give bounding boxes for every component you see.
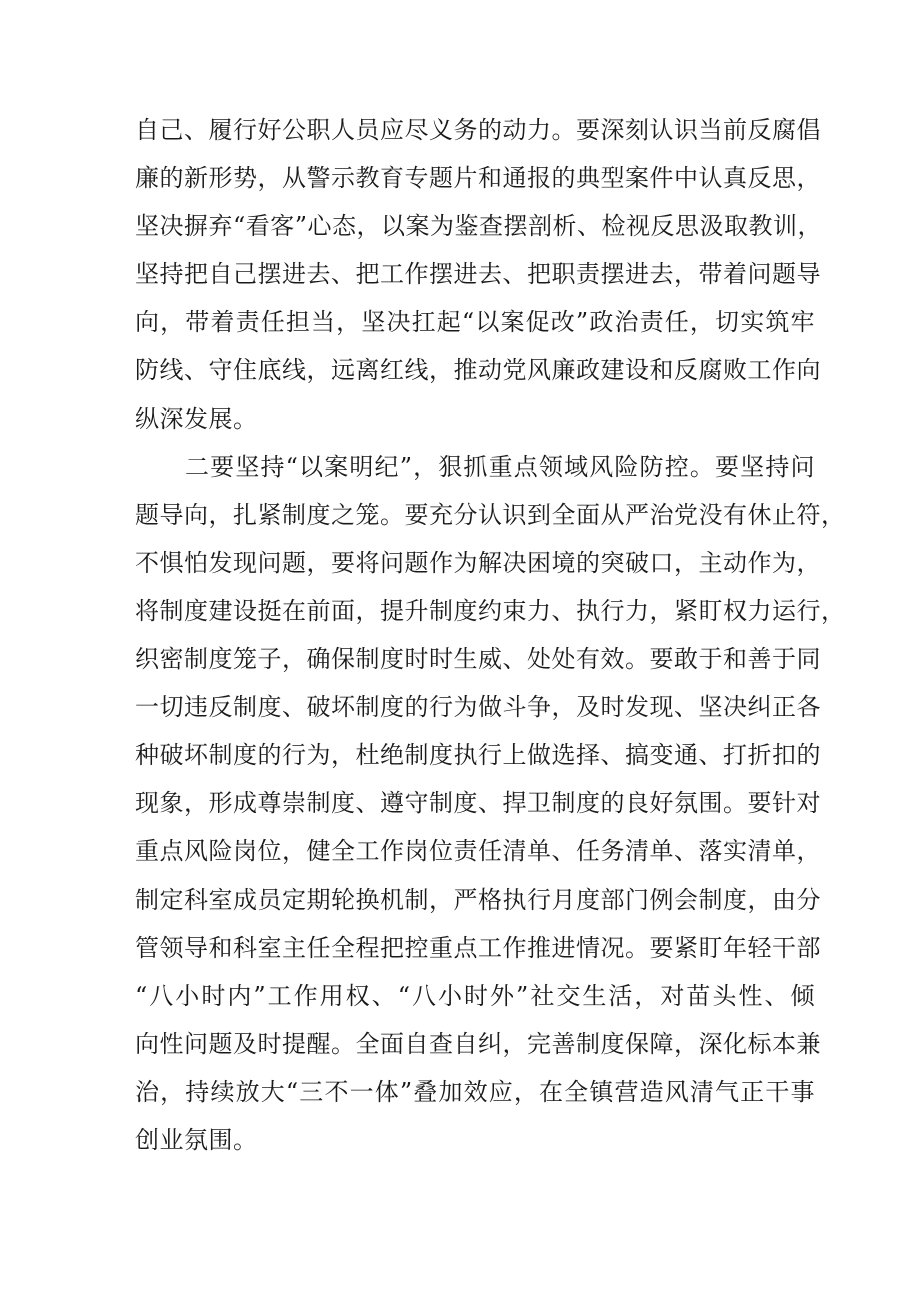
text-line: 纵深发展。	[135, 404, 258, 433]
text-line: 坚决摒弃“看客”心态，以案为鉴查摆剖析、检视反思汲取教训，	[135, 212, 823, 241]
text-line: 种破坏制度的行为，杜绝制度执行上做选择、搞变通、打折扣的	[135, 741, 821, 770]
text-line: 现象，形成尊崇制度、遵守制度、捍卫制度的良好氛围。要针对	[135, 789, 821, 818]
text-line: 向，带着责任担当，坚决扛起“以案促改”政治责任，切实筑牢	[135, 308, 815, 337]
document-body	[135, 106, 846, 1164]
text-line: 将制度建设挺在前面，提升制度约束力、执行力，紧盯权力运行，	[135, 596, 846, 625]
text-line: 管领导和科室主任全程把控重点工作推进情况。要紧盯年轻干部	[135, 933, 821, 962]
text-line: “八小时内”工作用权、“八小时外”社交生活，对苗头性、倾	[135, 981, 815, 1010]
paragraph-2	[135, 443, 846, 1164]
text-line: 自己、履行好公职人员应尽义务的动力。要深刻认识当前反腐倡	[135, 116, 821, 144]
text-line: 向性问题及时提醒。全面自查自纠，完善制度保障，深化标本兼	[135, 1029, 821, 1058]
text-line: 一切违反制度、破坏制度的行为做斗争，及时发现、坚决纠正各	[135, 693, 821, 722]
text-line: 创业氛围。	[135, 1125, 258, 1154]
text-line: 制定科室成员定期轮换机制，严格执行月度部门例会制度，由分	[135, 885, 821, 914]
text-line: 廉的新形势，从警示教育专题片和通报的典型案件中认真反思，	[135, 164, 821, 193]
paragraph-1	[135, 106, 823, 443]
text-line: 不惧怕发现问题，要将问题作为解决困境的突破口，主动作为，	[135, 548, 821, 577]
text-line: 治，持续放大“三不一体”叠加效应，在全镇营造风清气正干事	[135, 1077, 815, 1106]
text-line: 题导向，扎紧制度之笼。要充分认识到全面从严治党没有休止符，	[135, 500, 846, 529]
text-line: 重点风险岗位，健全工作岗位责任清单、任务清单、落实清单，	[135, 837, 821, 866]
text-line: 织密制度笼子，确保制度时时生威、处处有效。要敢于和善于同	[135, 645, 821, 674]
text-line: 坚持把自己摆进去、把工作摆进去、把职责摆进去，带着问题导	[135, 260, 821, 289]
text-line: 防线、守住底线，远离红线，推动党风廉政建设和反腐败工作向	[135, 356, 821, 385]
text-line: 二要坚持“以案明纪”，狠抓重点领域风险防控。要坚持问	[185, 452, 815, 481]
